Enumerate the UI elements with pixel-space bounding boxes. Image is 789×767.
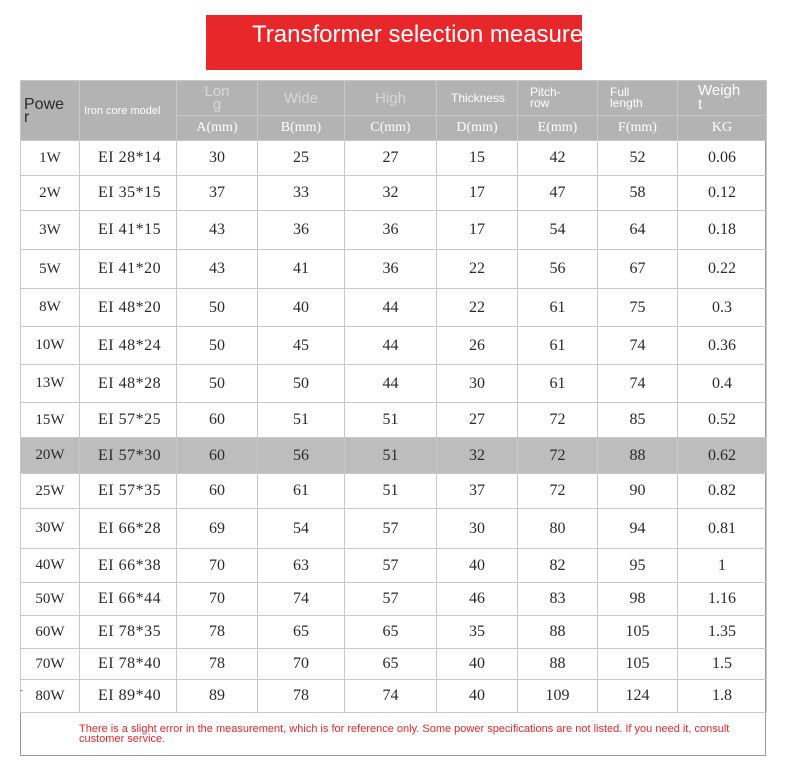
cell-power: 5W — [21, 250, 80, 289]
table-row — [21, 141, 767, 176]
cell-power: 1W — [21, 141, 80, 176]
table-row — [21, 616, 767, 649]
header-thickness: Thickness — [437, 81, 518, 116]
cell-e: 88 — [518, 649, 598, 680]
table-row-highlighted — [21, 438, 767, 474]
cell-power: 80W — [21, 680, 80, 713]
cell-model: EI 41*20 — [80, 250, 177, 289]
cell-model: EI 78*40 — [80, 649, 177, 680]
cell-f: 105 — [598, 616, 678, 649]
cell-d: 15 — [437, 141, 518, 176]
cell-b: 50 — [258, 365, 345, 403]
cell-d: 37 — [437, 474, 518, 509]
cell-c: 57 — [345, 509, 437, 549]
cell-c: 65 — [345, 649, 437, 680]
cell-kg: 0.3 — [678, 289, 767, 327]
cell-a: 50 — [177, 365, 258, 403]
cell-d: 46 — [437, 583, 518, 616]
cell-f: 88 — [598, 438, 678, 474]
cell-d: 22 — [437, 289, 518, 327]
cell-e: 82 — [518, 549, 598, 583]
cell-power: 3W — [21, 211, 80, 250]
cell-f: 95 — [598, 549, 678, 583]
cell-kg: 0.22 — [678, 250, 767, 289]
table-row — [21, 176, 767, 211]
page-title: Transformer selection measurement — [252, 21, 637, 48]
cell-e: 80 — [518, 509, 598, 549]
cell-f: 75 — [598, 289, 678, 327]
cell-a: 43 — [177, 250, 258, 289]
cell-power: 70W — [21, 649, 80, 680]
unit-e: E(mm) — [518, 116, 598, 141]
cell-d: 40 — [437, 649, 518, 680]
cell-power: 60W — [21, 616, 80, 649]
cell-b: 54 — [258, 509, 345, 549]
cell-d: 32 — [437, 438, 518, 474]
cell-kg: 0.06 — [678, 141, 767, 176]
cell-b: 70 — [258, 649, 345, 680]
cell-b: 74 — [258, 583, 345, 616]
cell-kg: 0.4 — [678, 365, 767, 403]
cell-e: 47 — [518, 176, 598, 211]
cell-c: 36 — [345, 211, 437, 250]
cell-b: 45 — [258, 327, 345, 365]
cell-b: 65 — [258, 616, 345, 649]
table-row — [21, 549, 767, 583]
cell-model: EI 28*14 — [80, 141, 177, 176]
cell-model: EI 48*20 — [80, 289, 177, 327]
cell-kg: 0.12 — [678, 176, 767, 211]
cell-model: EI 48*24 — [80, 327, 177, 365]
cell-e: 54 — [518, 211, 598, 250]
cell-f: 94 — [598, 509, 678, 549]
cell-power: 10W — [21, 327, 80, 365]
cell-kg: 1.8 — [678, 680, 767, 713]
table-row — [21, 289, 767, 327]
cell-model: EI 66*44 — [80, 583, 177, 616]
cell-model: EI 57*30 — [80, 438, 177, 474]
cell-model: EI 57*25 — [80, 403, 177, 438]
cell-power: 30W — [21, 509, 80, 549]
cell-model: EI 89*40 — [80, 680, 177, 713]
cell-f: 74 — [598, 365, 678, 403]
table-row — [21, 365, 767, 403]
cell-d: 40 — [437, 680, 518, 713]
cell-kg: 1.16 — [678, 583, 767, 616]
cell-a: 30 — [177, 141, 258, 176]
cell-c: 44 — [345, 365, 437, 403]
cell-b: 78 — [258, 680, 345, 713]
cell-f: 105 — [598, 649, 678, 680]
cell-kg: 1.5 — [678, 649, 767, 680]
cell-power: 13W — [21, 365, 80, 403]
cell-kg: 0.36 — [678, 327, 767, 365]
cell-c: 65 — [345, 616, 437, 649]
header-power: Powe r — [21, 81, 80, 141]
cell-e: 61 — [518, 289, 598, 327]
cell-d: 40 — [437, 549, 518, 583]
cell-d: 17 — [437, 176, 518, 211]
cell-c: 27 — [345, 141, 437, 176]
cell-f: 90 — [598, 474, 678, 509]
header-pitch-row: Pitch- row — [518, 81, 598, 116]
cell-c: 44 — [345, 289, 437, 327]
cell-b: 33 — [258, 176, 345, 211]
cell-power: 20W — [21, 438, 80, 474]
cell-a: 78 — [177, 649, 258, 680]
cell-e: 61 — [518, 365, 598, 403]
cell-f: 67 — [598, 250, 678, 289]
table-row — [21, 250, 767, 289]
cell-c: 51 — [345, 438, 437, 474]
cell-a: 60 — [177, 438, 258, 474]
cell-model: EI 35*15 — [80, 176, 177, 211]
cell-b: 51 — [258, 403, 345, 438]
cell-e: 61 — [518, 327, 598, 365]
header-row — [21, 81, 767, 116]
cell-b: 63 — [258, 549, 345, 583]
table-row — [21, 583, 767, 616]
cell-e: 109 — [518, 680, 598, 713]
cell-d: 35 — [437, 616, 518, 649]
table-row — [21, 474, 767, 509]
cell-e: 72 — [518, 438, 598, 474]
cell-d: 30 — [437, 365, 518, 403]
cell-a: 69 — [177, 509, 258, 549]
cell-b: 41 — [258, 250, 345, 289]
cell-d: 17 — [437, 211, 518, 250]
cell-power: 8W — [21, 289, 80, 327]
transformer-table — [20, 80, 767, 713]
cell-kg: 0.18 — [678, 211, 767, 250]
cell-f: 74 — [598, 327, 678, 365]
cell-power: 25W — [21, 474, 80, 509]
header-weight: Weigh t — [678, 81, 767, 116]
cell-model: EI 57*35 — [80, 474, 177, 509]
cell-model: EI 48*28 — [80, 365, 177, 403]
cell-b: 61 — [258, 474, 345, 509]
cell-kg: 0.82 — [678, 474, 767, 509]
header-high: High — [345, 81, 437, 116]
cell-d: 22 — [437, 250, 518, 289]
cell-c: 51 — [345, 403, 437, 438]
table-row — [21, 211, 767, 250]
cell-model: EI 41*15 — [80, 211, 177, 250]
cell-f: 98 — [598, 583, 678, 616]
cell-c: 32 — [345, 176, 437, 211]
unit-f: F(mm) — [598, 116, 678, 141]
cell-c: 57 — [345, 549, 437, 583]
cell-e: 56 — [518, 250, 598, 289]
cell-e: 42 — [518, 141, 598, 176]
cell-c: 44 — [345, 327, 437, 365]
cell-a: 60 — [177, 403, 258, 438]
table-row — [21, 403, 767, 438]
cell-b: 25 — [258, 141, 345, 176]
cell-a: 70 — [177, 549, 258, 583]
cell-power: 2W — [21, 176, 80, 211]
cell-b: 56 — [258, 438, 345, 474]
cell-e: 83 — [518, 583, 598, 616]
unit-a: A(mm) — [177, 116, 258, 141]
unit-kg: KG — [678, 116, 767, 141]
cell-power: 15W — [21, 403, 80, 438]
header-long: Lon g — [177, 81, 258, 116]
cell-b: 36 — [258, 211, 345, 250]
cell-kg: 0.52 — [678, 403, 767, 438]
unit-d: D(mm) — [437, 116, 518, 141]
cell-f: 58 — [598, 176, 678, 211]
cell-e: 72 — [518, 403, 598, 438]
table-row — [21, 509, 767, 549]
table-row — [21, 649, 767, 680]
cell-a: 50 — [177, 327, 258, 365]
cell-c: 51 — [345, 474, 437, 509]
cell-a: 37 — [177, 176, 258, 211]
cell-e: 72 — [518, 474, 598, 509]
cell-f: 64 — [598, 211, 678, 250]
cell-c: 57 — [345, 583, 437, 616]
table-row — [21, 327, 767, 365]
header-full-length: Full length — [598, 81, 678, 116]
cell-kg: 0.81 — [678, 509, 767, 549]
cell-a: 43 — [177, 211, 258, 250]
cell-a: 60 — [177, 474, 258, 509]
title-banner — [206, 15, 637, 70]
cell-f: 85 — [598, 403, 678, 438]
header-wide: Wide — [258, 81, 345, 116]
cell-b: 40 — [258, 289, 345, 327]
cell-a: 50 — [177, 289, 258, 327]
cell-a: 89 — [177, 680, 258, 713]
cell-f: 52 — [598, 141, 678, 176]
unit-c: C(mm) — [345, 116, 437, 141]
cell-kg: 0.62 — [678, 438, 767, 474]
cell-c: 36 — [345, 250, 437, 289]
cell-a: 78 — [177, 616, 258, 649]
cell-model: EI 78*35 — [80, 616, 177, 649]
cell-power: 50W — [21, 583, 80, 616]
cell-kg: 1.35 — [678, 616, 767, 649]
cell-power: 40W — [21, 549, 80, 583]
disclaimer-note: There is a slight error in the measurement, which is for reference only. Some power specifications are not listed. If you need it, consult customer service. — [79, 723, 730, 745]
cell-model: EI 66*28 — [80, 509, 177, 549]
cell-model: EI 66*38 — [80, 549, 177, 583]
cell-d: 27 — [437, 403, 518, 438]
header-model: Iron core model — [80, 81, 177, 141]
margin-tick — [20, 690, 23, 691]
cell-kg: 1 — [678, 549, 767, 583]
cell-a: 70 — [177, 583, 258, 616]
table-row — [21, 680, 767, 713]
cell-d: 30 — [437, 509, 518, 549]
cell-e: 88 — [518, 616, 598, 649]
unit-b: B(mm) — [258, 116, 345, 141]
cell-d: 26 — [437, 327, 518, 365]
cell-f: 124 — [598, 680, 678, 713]
cell-c: 74 — [345, 680, 437, 713]
